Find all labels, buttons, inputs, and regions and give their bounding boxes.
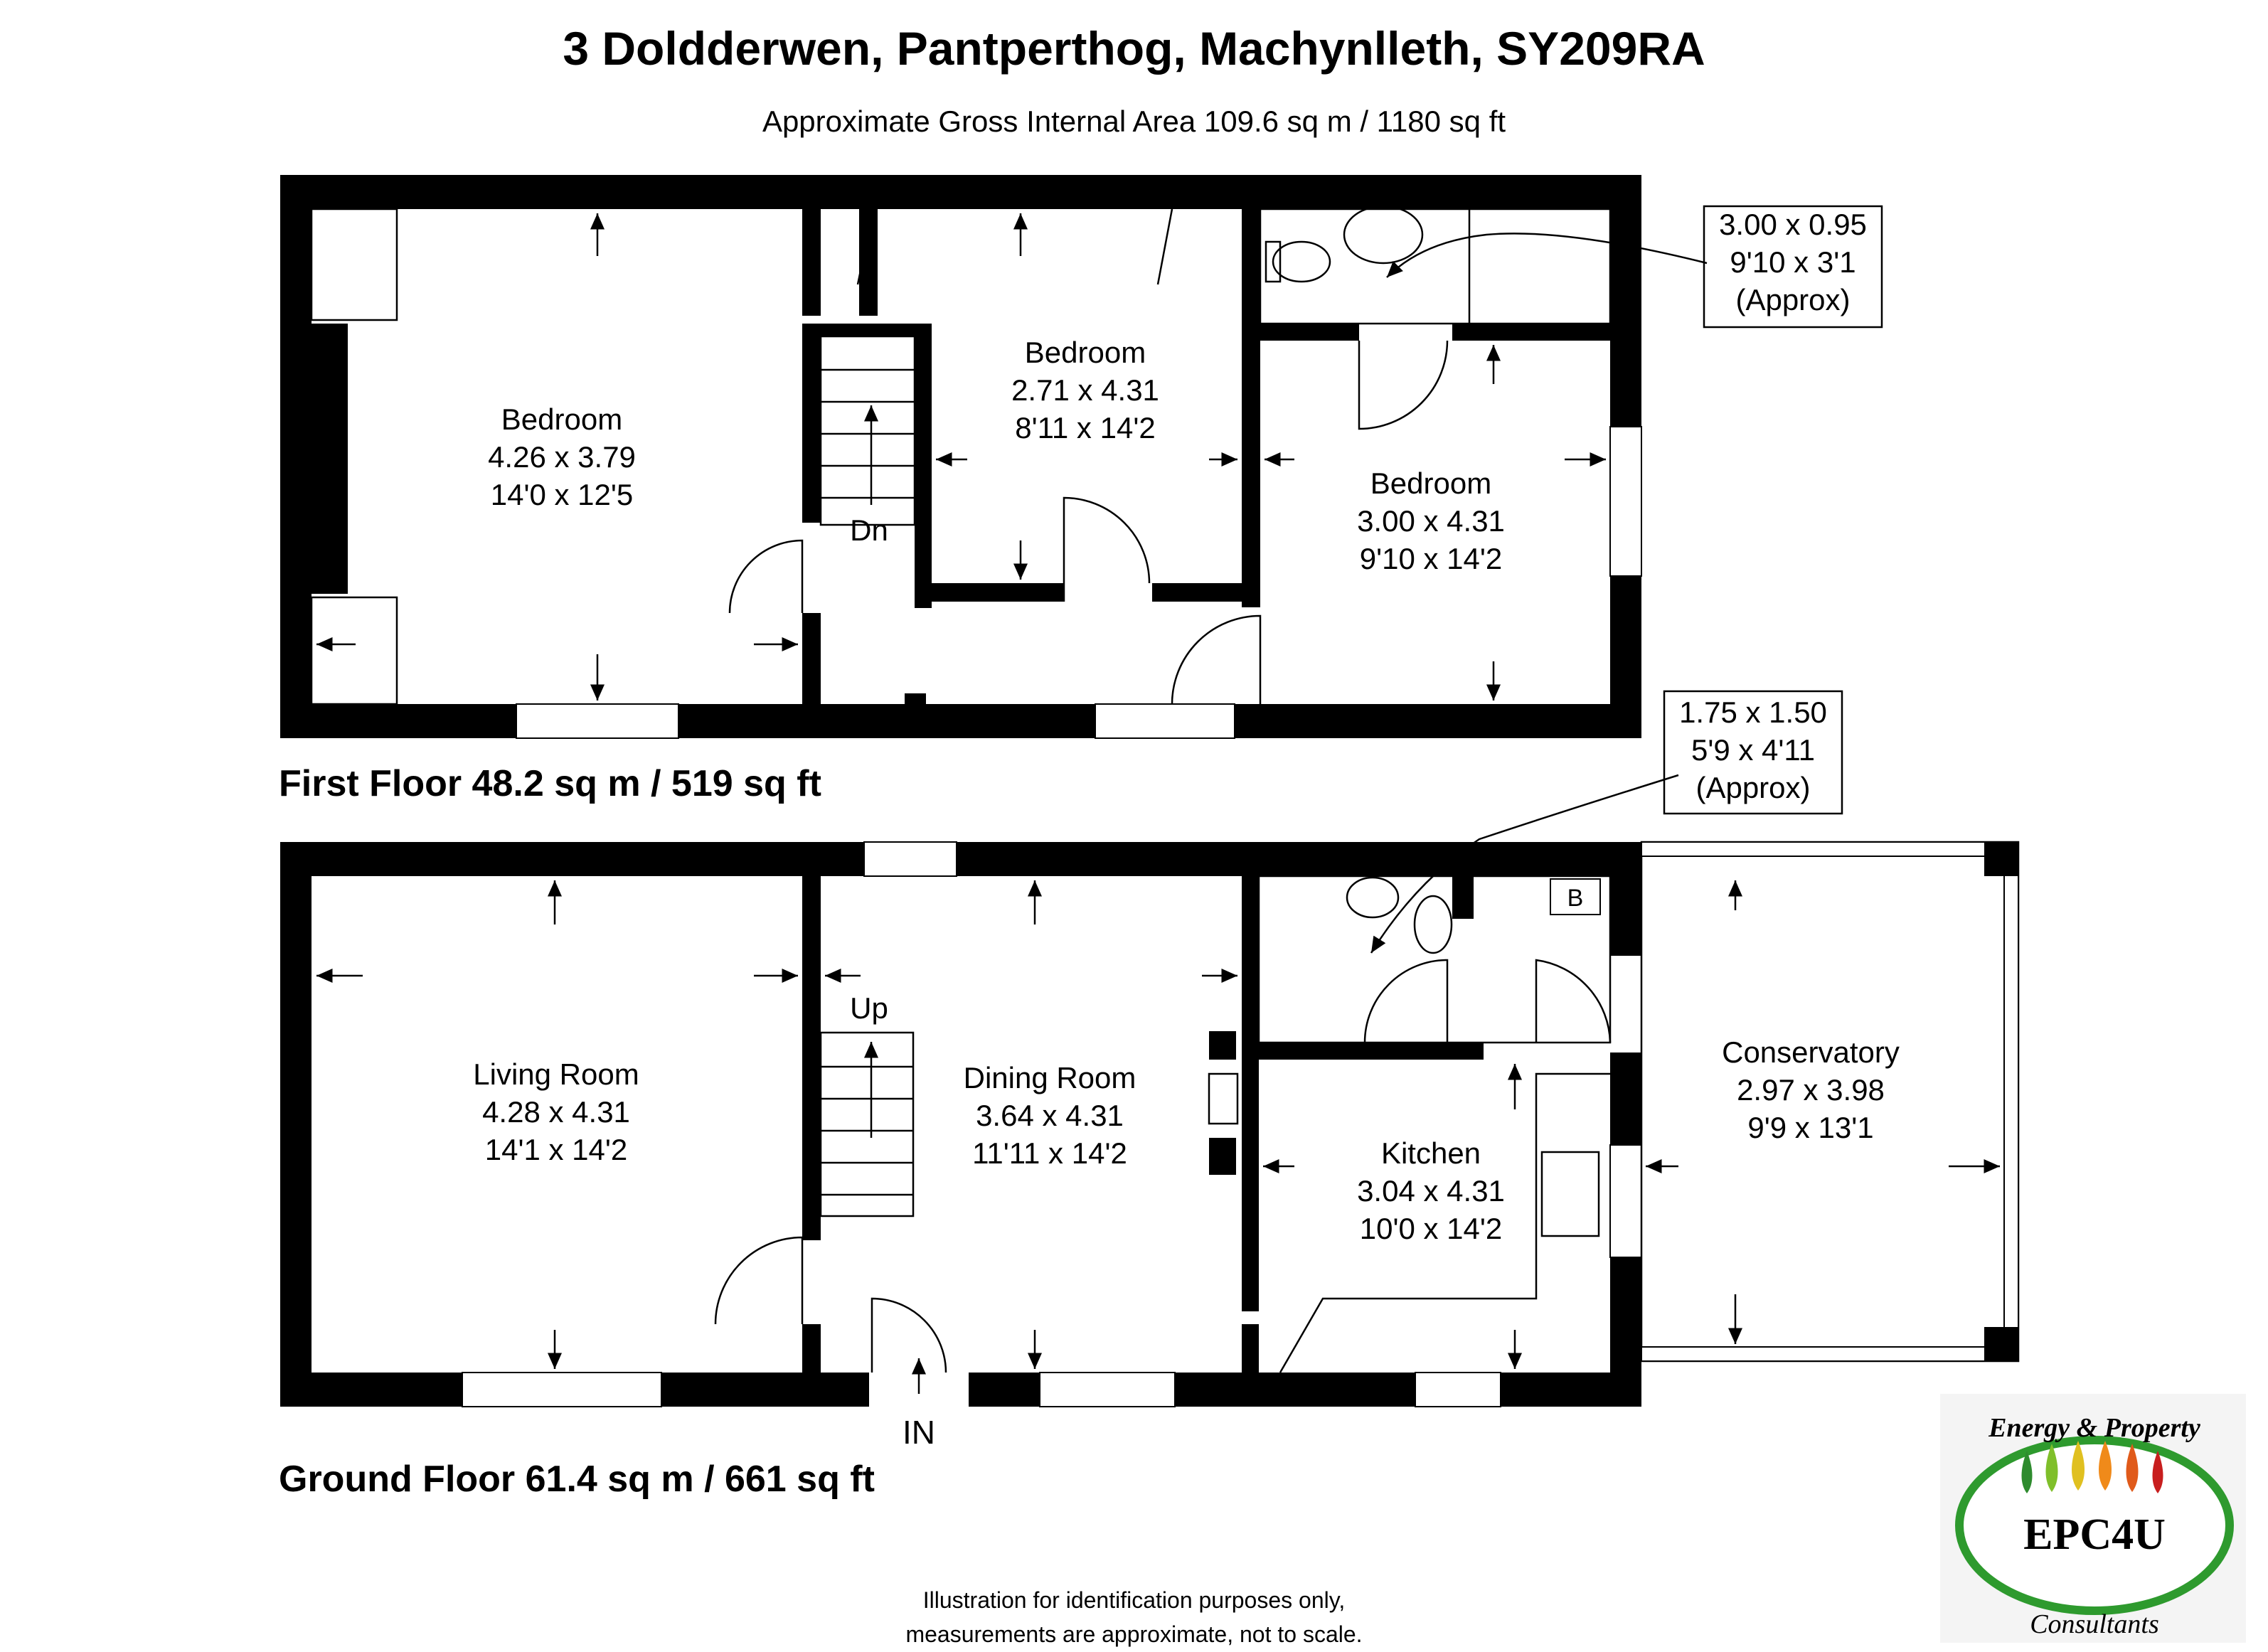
ff-bedroom3-name: Bedroom — [1370, 467, 1492, 500]
ground-floor-caption: Ground Floor 61.4 sq m / 661 sq ft — [279, 1459, 875, 1500]
gf-conservatory-name: Conservatory — [1722, 1035, 1900, 1069]
gf-kitchen-metric: 3.04 x 4.31 — [1357, 1174, 1505, 1208]
gf-kitchen-name: Kitchen — [1380, 1136, 1481, 1170]
ff-bath-callout-note: (Approx) — [1735, 283, 1851, 316]
gf-shower-callout-imperial: 5'9 x 4'11 — [1691, 733, 1816, 767]
logo-brand: EPC4U — [2023, 1510, 2166, 1559]
ff-bath-callout-imperial: 9'10 x 3'1 — [1730, 245, 1856, 279]
ff-bedroom3-metric: 3.00 x 4.31 — [1357, 504, 1505, 538]
ff-bedroom2-metric: 2.71 x 4.31 — [1011, 373, 1159, 407]
gf-shower-callout-metric: 1.75 x 1.50 — [1679, 696, 1827, 729]
disclaimer-line-2: measurements are approximate, not to scale. — [905, 1621, 1363, 1647]
ff-bedroom2-name: Bedroom — [1024, 336, 1146, 369]
ff-bedroom1-name: Bedroom — [501, 403, 623, 436]
disclaimer — [0, 1583, 2268, 1651]
gf-living-metric: 4.28 x 4.31 — [482, 1095, 630, 1129]
ff-bedroom1-metric: 4.26 x 3.79 — [488, 440, 636, 474]
ff-bedroom2-imperial: 8'11 x 14'2 — [1015, 411, 1156, 444]
gf-shower-callout-note: (Approx) — [1695, 771, 1811, 804]
ff-stair-label: Dn — [850, 513, 888, 547]
gf-living-name: Living Room — [473, 1057, 639, 1091]
gf-living-imperial: 14'1 x 14'2 — [484, 1133, 628, 1166]
first-floor-caption: First Floor 48.2 sq m / 519 sq ft — [279, 763, 821, 804]
page-title: 3 Doldderwen, Pantperthog, Machynlleth, SY209RA — [563, 22, 1705, 75]
ff-bedroom3-imperial: 9'10 x 14'2 — [1359, 542, 1503, 575]
gf-conservatory-imperial: 9'9 x 13'1 — [1747, 1111, 1874, 1144]
gf-stair-label: Up — [850, 991, 888, 1025]
gf-entrance-label: IN — [903, 1414, 935, 1451]
gf-dining-imperial: 11'11 x 14'2 — [972, 1136, 1127, 1170]
gf-boiler-label: B — [1567, 885, 1584, 912]
gross-area-subtitle: Approximate Gross Internal Area 109.6 sq m / 1180 sq ft — [762, 105, 1506, 138]
gf-dining-metric: 3.64 x 4.31 — [976, 1099, 1124, 1132]
logo-top-text: Energy & Property — [1989, 1413, 2200, 1443]
gf-kitchen-imperial: 10'0 x 14'2 — [1359, 1212, 1503, 1245]
ff-bedroom1-imperial: 14'0 x 12'5 — [490, 478, 634, 511]
ff-bath-callout-metric: 3.00 x 0.95 — [1719, 208, 1867, 241]
gf-conservatory-metric: 2.97 x 3.98 — [1737, 1073, 1885, 1107]
gf-dining-name: Dining Room — [963, 1061, 1136, 1094]
disclaimer-line-1: Illustration for identification purposes only, — [922, 1587, 1346, 1613]
logo-bottom-text: Consultants — [2030, 1609, 2159, 1639]
